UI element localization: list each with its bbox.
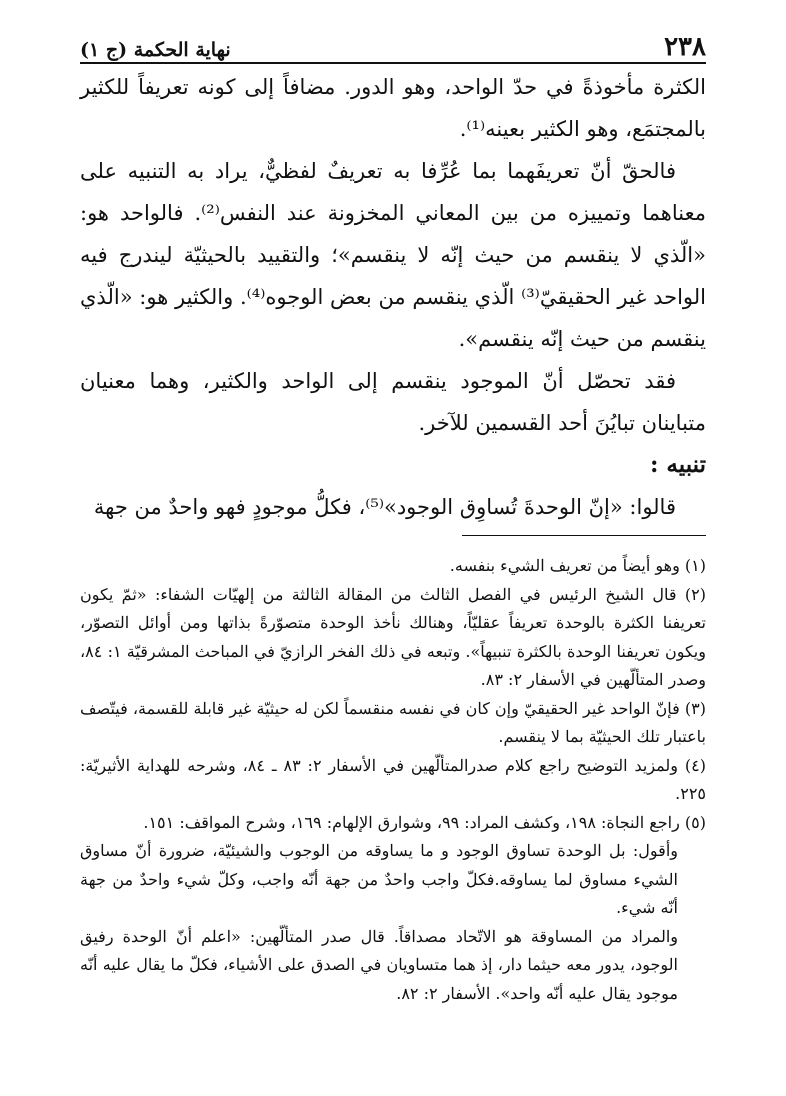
page-number: ٢٣٨ bbox=[664, 32, 706, 62]
body-paragraph-4: قالوا: «إنّ الوحدةَ تُساوِق الوجود»⁽⁵⁾، فكلُّ موجودٍ فهو واحدٌ من جهة bbox=[93, 495, 676, 519]
body-paragraph-2: فالحقّ أنّ تعريفَهما بما عُرِّفا به تعريفٌ لفظيٌّ، يراد به التنبيه على معناهما وتمييزه من بين المعاني المخزونة عند النفس⁽²⁾. فالواحد هو: «الّذي لا ينقسم من حيث إنّه لا ينقسم»؛ والتقييد بالحيثيّة ليندرج فيه الواحد غير الحقيقيّ⁽³⁾ الّذي ينقسم من بعض الوجوه⁽⁴⁾. والكثير هو: «الّذي ينقسم من حيث إنّه ينقسم». bbox=[80, 159, 706, 351]
body-paragraph-3: فقد تحصّل أنّ الموجود ينقسم إلى الواحد والكثير، وهما معنيان متباينان تبايُنَ أحد القسمين للآخر. bbox=[80, 369, 706, 435]
footnote-5: (٥) راجع النجاة: ١٩٨، وكشف المراد: ٩٩، وشوارق الإلهام: ١٦٩، وشرح المواقف: ١٥١. bbox=[143, 812, 706, 832]
footnote-3: (٣) فإنّ الواحد غير الحقيقيّ وإن كان في نفسه منقسماً لكن له حيثيّة غير قابلة للقسمة، فيتّصف باعتبار تلك الحيثيّة بما لا ينقسم. bbox=[80, 698, 706, 746]
footnote-5-continuation-1: وأقول: بل الوحدة تساوق الوجود و ما يساوقه من الوجوب والشيئيّة، ضرورة أنّ مساوق الشيء مساوق لما يساوقه.فكلّ واجب واحدٌ من جهة أنّه واجب، وكلّ شيء واحدٌ من جهة أنّه شيء. bbox=[80, 841, 678, 917]
footnotes bbox=[80, 552, 706, 1008]
footnote-1: (١) وهو أيضاً من تعريف الشيء بنفسه. bbox=[449, 556, 706, 575]
footnote-separator bbox=[462, 535, 706, 536]
page-header bbox=[80, 24, 706, 64]
footnote-2: (٢) قال الشيخ الرئيس في الفصل الثالث من المقالة الثالثة من إلهيّات الشفاء: «ثمّ يكون تعريفنا الكثرة بالوحدة تعريفاً عقليّاً، وهنالك نأخذ الوحدة متصوّرةً بذاتها ومن أوائل التصوّر، ويكون تعريفنا الوحدة بالكثرة تنبيهاً». وتبعه في ذلك الفخر الرازيّ في المباحث المشرقيّة ١: ٨٤، وصدر المتألّهين في الأسفار ٢: ٨٣. bbox=[80, 584, 706, 689]
running-title: نهاية الحكمة (ج ١) bbox=[80, 39, 231, 61]
body-paragraph-1: الكثرة مأخوذةً في حدّ الواحد، وهو الدور. مضافاً إلى كونه تعريفاً للكثير بالمجتمَع، وهو الكثير بعينه⁽¹⁾. bbox=[80, 75, 706, 141]
footnote-4: (٤) ولمزيد التوضيح راجع كلام صدرالمتألّهين في الأسفار ٢: ٨٣ ـ ٨٤، وشرحه للهداية الأثيريّة: ٢٢٥. bbox=[80, 755, 707, 803]
main-text bbox=[80, 66, 706, 528]
section-heading: تنبيه : bbox=[649, 451, 706, 478]
footnote-5-continuation-2: والمراد من المساوقة هو الاتّحاد مصداقاً. قال صدر المتألّهين: «اعلم أنّ الوحدة رفيق الوجود، يدور معه حيثما دار، إذ هما متساويان في الصدق على الأشياء، فكلّ ما يقال عليه أنّه موجود يقال عليه أنّه واحد». الأسفار ٢: ٨٢. bbox=[80, 926, 678, 1003]
